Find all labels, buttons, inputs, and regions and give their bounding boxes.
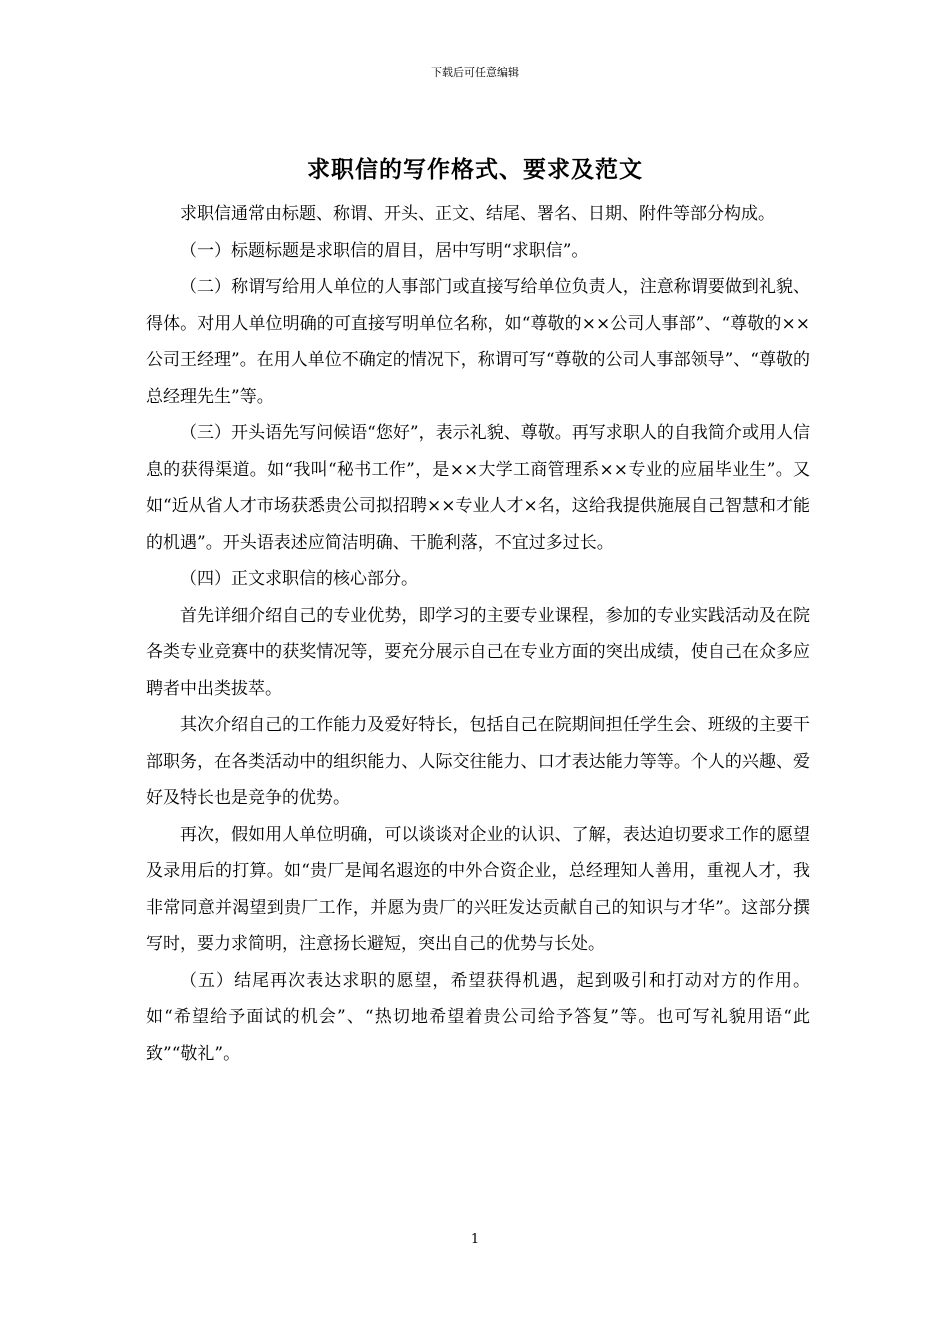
page-number: 1 bbox=[470, 1232, 480, 1247]
document-title: 求职信的写作格式、要求及范文 bbox=[307, 156, 643, 183]
paragraph-opening-section: （三）开头语先写问候语“您好”，表示礼貌、尊敬。再写求职人的自我简介或用人信息的获得渠道。如“我叫“秘书工作”，是××大学工商管理系××专业的应届毕业生”。又如“近从省人才市场获悉贵公司拟招聘××专业人才×名，这给我提供施展自己智慧和才能的机遇”。开头语表述应简洁明确、干脆利落，不宜过多过长。 bbox=[146, 423, 810, 553]
paragraph-company-understanding: 再次，假如用人单位明确，可以谈谈对企业的认识、了解，表达迫切要求工作的愿望及录用后的打算。如“贵厂是闻名遐迩的中外合资企业，总经理知人善用，重视人才，我非常同意并渴望到贵厂工作，并愿为贵厂的兴旺发达贡献自己的知识与才华”。这部分撰写时，要力求简明，注意扬长避短，突出自己的优势与长处。 bbox=[146, 824, 810, 954]
paragraph-intro: 求职信通常由标题、称谓、开头、正文、结尾、署名、日期、附件等部分构成。 bbox=[180, 204, 775, 224]
paragraph-title-section: （一）标题标题是求职信的眉目，居中写明“求职信”。 bbox=[180, 240, 589, 261]
paragraph-salutation-section: （二）称谓写给用人单位的人事部门或直接写给单位负责人，注意称谓要做到礼貌、得体。对用人单位明确的可直接写明单位名称，如“尊敬的××公司人事部”、“尊敬的××公司王经理”。在用人单位不确定的情况下，称谓可写“尊敬的公司人事部领导”、“尊敬的总经理先生”等。 bbox=[146, 277, 810, 407]
page-header: 下载后可任意编辑 bbox=[431, 66, 519, 79]
paragraph-closing-section: （五）结尾再次表达求职的愿望，希望获得机遇，起到吸引和打动对方的作用。如“希望给予面试的机会”、“热切地希望着贵公司给予答复”等。也可写礼貌用语“此致”“敬礼”。 bbox=[146, 970, 810, 1064]
paragraph-professional-strengths: 首先详细介绍自己的专业优势，即学习的主要专业课程，参加的专业实践活动及在院各类专业竞赛中的获奖情况等，要充分展示自己在专业方面的突出成绩，使自己在众多应聘者中出类拔萃。 bbox=[146, 605, 810, 699]
paragraph-work-abilities: 其次介绍自己的工作能力及爱好特长，包括自己在院期间担任学生会、班级的主要干部职务，在各类活动中的组织能力、人际交往能力、口才表达能力等等。个人的兴趣、爱好及特长也是竞争的优势。 bbox=[146, 715, 810, 808]
paragraph-body-section: （四）正文求职信的核心部分。 bbox=[180, 569, 418, 589]
document-body bbox=[146, 196, 810, 1072]
